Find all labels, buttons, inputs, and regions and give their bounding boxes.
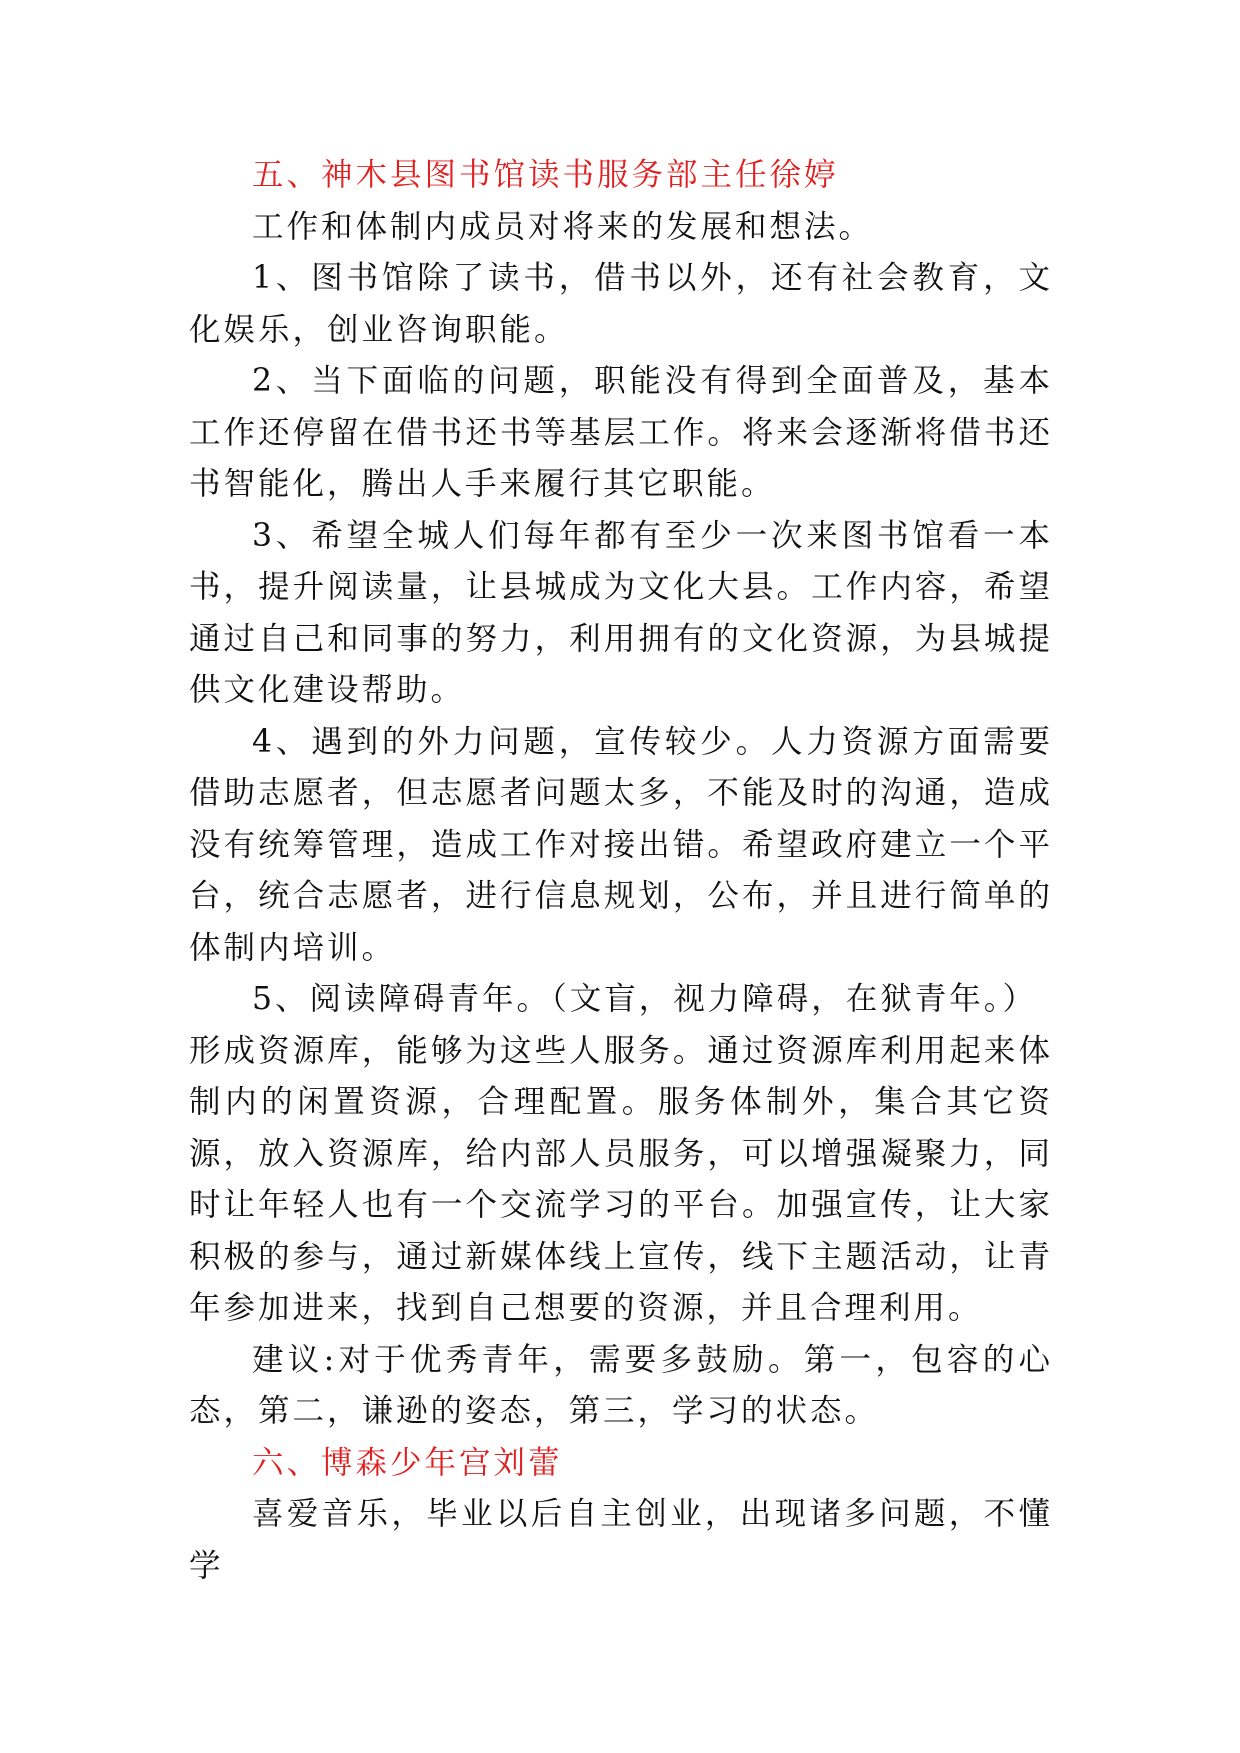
section-heading-5: 五、神木县图书馆读书服务部主任徐婷	[252, 157, 839, 193]
suggestion-paragraph: 建议:对于优秀青年，需要多鼓励。第一，包容的心态，第二，谦逊的姿态，第三，学习的状态。	[189, 1341, 1053, 1429]
list-item-5-title: 5、阅读障碍青年。（文盲，视力障碍，在狱青年。）	[252, 981, 1038, 1017]
list-item-3: 3、希望全城人们每年都有至少一次来图书馆看一本书，提升阅读量，让县城成为文化大县。工作内容，希望通过自己和同事的努力，利用拥有的文化资源，为县城提供文化建设帮助。	[189, 517, 1053, 708]
section-heading-6: 六、博森少年宫刘蕾	[252, 1444, 563, 1481]
list-item-5-body: 形成资源库，能够为这些人服务。通过资源库利用起来体制内的闲置资源，合理配置。服务体制外，集合其它资源，放入资源库，给内部人员服务，可以增强凝聚力，同时让年轻人也有一个交流学习的平台。加强宣传，让大家积极的参与，通过新媒体线上宣传，线下主题活动，让青年参加进来，找到自己想要的资源，并且合理利用。	[189, 1032, 1053, 1326]
document-page	[189, 150, 1053, 1592]
list-item-2: 2、当下面临的问题，职能没有得到全面普及，基本工作还停留在借书还书等基层工作。将来会逐渐将借书还书智能化，腾出人手来履行其它职能。	[189, 363, 1053, 502]
intro-paragraph: 工作和体制内成员对将来的发展和想法。	[252, 208, 874, 245]
list-item-1: 1、图书馆除了读书，借书以外，还有社会教育，文化娱乐，创业咨询职能。	[189, 260, 1053, 348]
list-item-4: 4、遇到的外力问题，宣传较少。人力资源方面需要借助志愿者，但志愿者问题太多，不能及时的沟通，造成没有统筹管理，造成工作对接出错。希望政府建立一个平台，统合志愿者，进行信息规划，公布，并且进行简单的体制内培训。	[189, 723, 1053, 966]
section-6-paragraph: 喜爱音乐，毕业以后自主创业，出现诸多问题，不懂学	[189, 1496, 1053, 1584]
